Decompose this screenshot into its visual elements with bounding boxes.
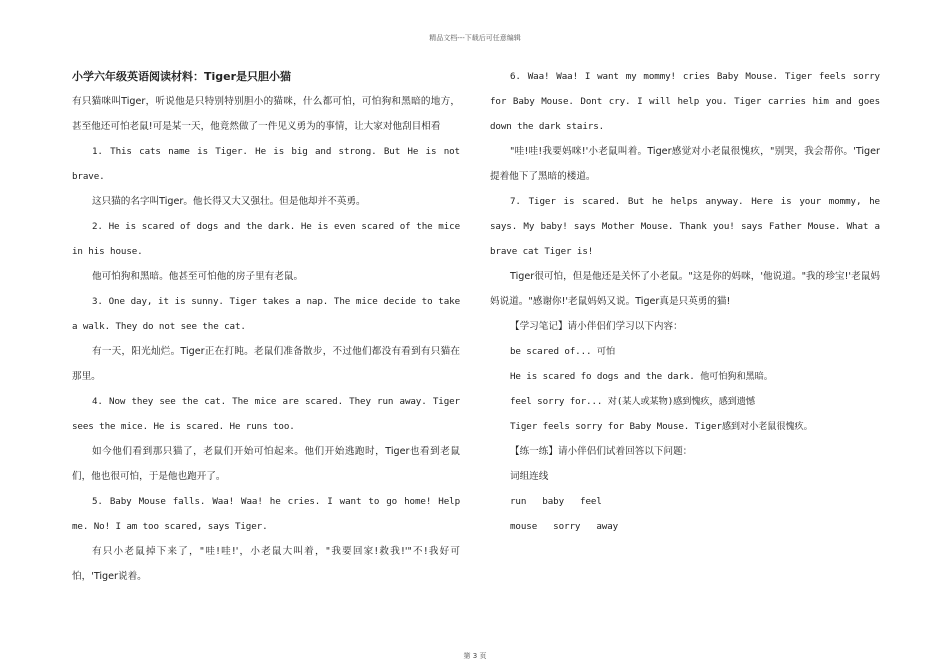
paragraph-6-zh: "哇!哇!我要妈咪!'小老鼠叫着。Tiger感觉对小老鼠很愧疚，"别哭，我会帮你。'Tiger提着他下了黑暗的楼道。 <box>490 146 880 182</box>
paragraph-1-en: 1. This cats name is Tiger. He is big and strong. But He is not brave. <box>72 146 460 182</box>
paragraph-7-en: 7. Tiger is scared. But he helps anyway. Here is your mommy, he says. My baby! says Mother Mouse. Thank you! says Father Mouse. What a brave cat Tiger is! <box>490 196 880 257</box>
word-item: feel <box>580 496 602 507</box>
intro-paragraph: 有只猫咪叫Tiger，听说他是只特别特别胆小的猫咪，什么都可怕，可怕狗和黑暗的地方，甚至他还可怕老鼠!可是某一天，他竟然做了一件见义勇为的事情，让大家对他刮目相看 <box>72 96 460 132</box>
right-column <box>490 64 880 539</box>
paragraph-3-zh: 有一天，阳光灿烂。Tiger正在打盹。老鼠们准备散步，不过他们都没有看到有只猫在那里。 <box>72 346 460 382</box>
practice-subheading: 词组连线 <box>510 471 549 482</box>
word-row-2 <box>490 514 880 539</box>
paragraph-7-zh: Tiger很可怕，但是他还是关怀了小老鼠。"这是你的妈咪，'他说道。"我的珍宝!'老鼠妈妈说道。"感谢你!'老鼠妈妈又说。Tiger真是只英勇的猫! <box>490 271 880 307</box>
word-row-1 <box>490 489 880 514</box>
paragraph-2-en: 2. He is scared of dogs and the dark. He is even scared of the mice in his house. <box>72 221 460 257</box>
left-column <box>72 64 460 589</box>
practice-heading: 【练一练】请小伴侣们试着回答以下问题： <box>510 446 693 457</box>
paragraph-5-zh: 有只小老鼠掉下来了，"哇!哇!'，小老鼠大叫着，"我要回家!救我!'"不!我好可怕，'Tiger说着。 <box>72 546 460 582</box>
note-2-example: Tiger feels sorry for Baby Mouse. Tiger感到对小老鼠很愧疚。 <box>510 421 813 432</box>
paragraph-2-zh: 他可怕狗和黑暗。他甚至可怕他的房子里有老鼠。 <box>92 271 304 282</box>
word-item: run <box>510 496 527 507</box>
notes-heading: 【学习笔记】请小伴侣们学习以下内容： <box>510 321 683 332</box>
page-footer: 第 3 页 <box>463 652 487 660</box>
paragraph-3-en: 3. One day, it is sunny. Tiger takes a nap. The mice decide to take a walk. They do not see the cat. <box>72 296 460 332</box>
word-item: away <box>596 521 619 532</box>
note-1: be scared of... 可怕 <box>510 346 616 357</box>
article-title: 小学六年级英语阅读材料：Tiger是只胆小猫 <box>72 70 292 83</box>
note-2: feel sorry for... 对(某人或某物)感到愧疚，感到遗憾 <box>510 396 755 407</box>
paragraph-4-zh: 如今他们看到那只猫了，老鼠们开始可怕起来。他们开始逃跑时，Tiger也看到老鼠们，他也很可怕，于是他也跑开了。 <box>72 446 460 482</box>
word-item: mouse <box>510 521 538 532</box>
paragraph-5-en: 5. Baby Mouse falls. Waa! Waa! he cries. I want to go home! Help me. No! I am too scared, says Tiger. <box>72 496 460 532</box>
word-item: sorry <box>553 521 581 532</box>
paragraph-1-zh: 这只猫的名字叫Tiger。他长得又大又强壮。但是他却并不英勇。 <box>92 196 366 207</box>
paragraph-6-en: 6. Waa! Waa! I want my mommy! cries Baby Mouse. Tiger feels sorry for Baby Mouse. Dont cry. I will help you. Tiger carries him and goes down the dark stairs. <box>490 71 880 132</box>
paragraph-4-en: 4. Now they see the cat. The mice are scared. They run away. Tiger sees the mice. He is scared. He runs too. <box>72 396 460 432</box>
word-item: baby <box>542 496 565 507</box>
note-1-example: He is scared fo dogs and the dark. 他可怕狗和黑暗。 <box>510 371 773 382</box>
page-header: 精品文档---下载后可任意编辑 <box>429 34 521 42</box>
